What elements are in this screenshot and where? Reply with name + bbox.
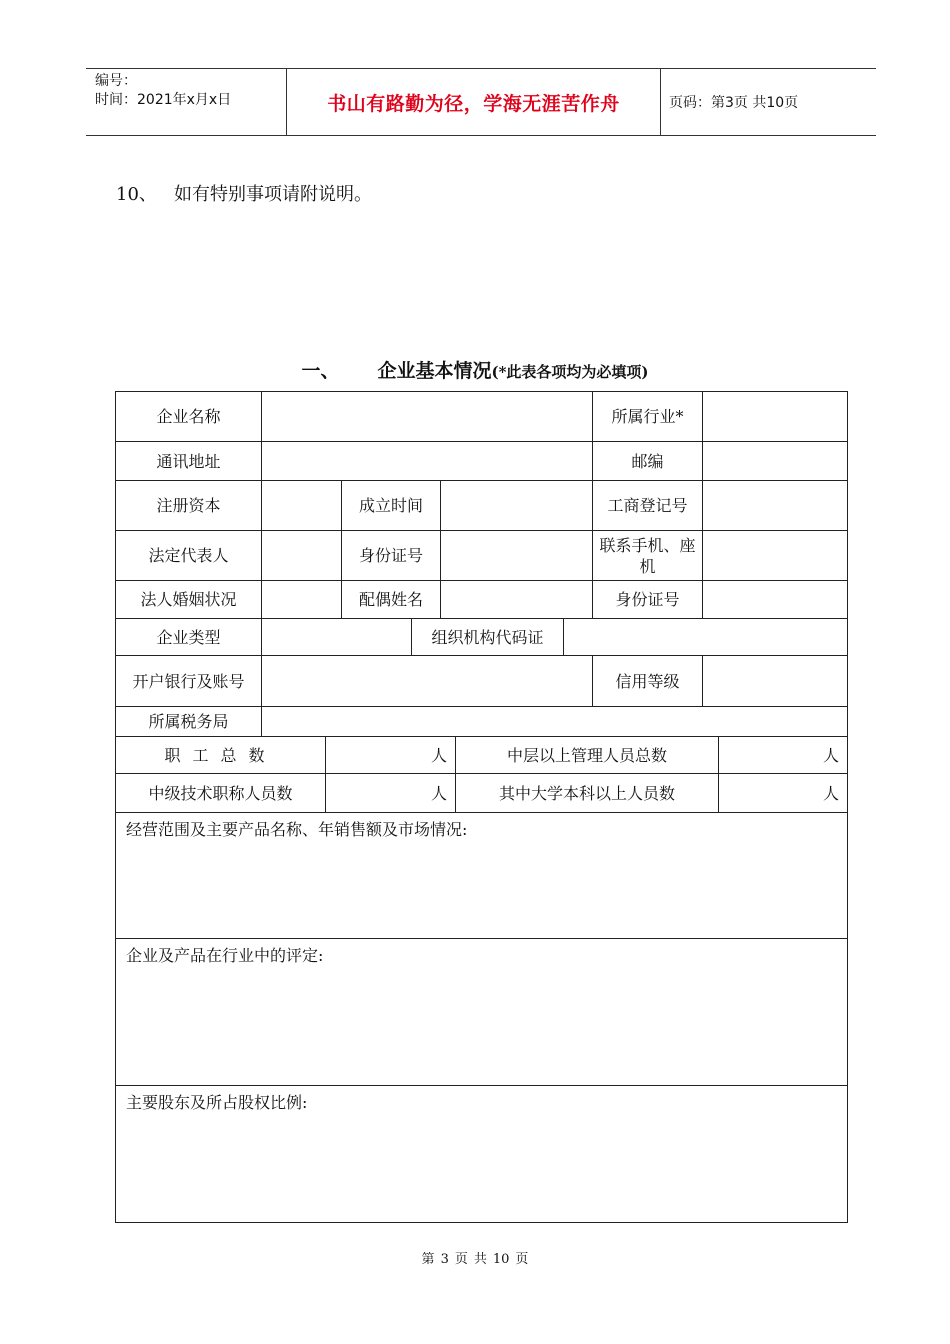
label-industry: 所属行业* <box>592 391 703 442</box>
label-shareholders: 主要股东及所占股权比例: <box>126 1093 308 1112</box>
header-meta <box>86 69 287 135</box>
input-id-no-2[interactable] <box>702 580 848 619</box>
footer-total-pages: 10 <box>492 1252 510 1267</box>
unit-person: 人 <box>822 783 839 803</box>
page-footer <box>0 1248 950 1267</box>
input-registered-capital[interactable] <box>261 480 342 531</box>
label-company-name: 企业名称 <box>115 391 262 442</box>
input-mid-mgmt[interactable] <box>718 736 848 774</box>
label-registered-capital: 注册资本 <box>115 480 262 531</box>
unit-person: 人 <box>430 745 447 765</box>
label-mid-mgmt: 中层以上管理人员总数 <box>455 736 719 774</box>
label-legal-rep: 法定代表人 <box>115 530 262 581</box>
input-contact-phone[interactable] <box>702 530 848 581</box>
input-marital-status[interactable] <box>261 580 342 619</box>
enterprise-info-table <box>115 391 848 1223</box>
footer-di: 第 <box>421 1252 435 1267</box>
special-note <box>116 180 372 206</box>
label-spouse-name: 配偶姓名 <box>341 580 441 619</box>
label-id-no: 身份证号 <box>341 530 441 581</box>
label-total-staff: 职工总数 <box>115 736 326 774</box>
section-title-text: 企业基本情况 <box>377 360 492 382</box>
label-address: 通讯地址 <box>115 441 262 481</box>
header-page-info: 页码：第3页 共10页 <box>669 95 799 111</box>
business-scope-field[interactable] <box>115 812 848 939</box>
input-industry[interactable] <box>702 391 848 442</box>
label-company-type: 企业类型 <box>115 618 262 656</box>
header-motto-box <box>287 69 661 135</box>
input-postcode[interactable] <box>702 441 848 481</box>
label-bachelor: 其中大学本科以上人员数 <box>455 773 719 813</box>
label-established: 成立时间 <box>341 480 441 531</box>
section-title <box>0 356 950 383</box>
input-established[interactable] <box>440 480 593 531</box>
input-total-staff[interactable] <box>325 736 456 774</box>
evaluation-field[interactable] <box>115 938 848 1086</box>
unit-person: 人 <box>822 745 839 765</box>
input-bachelor[interactable] <box>718 773 848 813</box>
label-evaluation: 企业及产品在行业中的评定: <box>126 946 324 965</box>
label-bank-account: 开户银行及账号 <box>115 655 262 707</box>
page-header <box>86 68 876 136</box>
label-tax-bureau: 所属税务局 <box>115 706 262 737</box>
label-mid-tech: 中级技术职称人员数 <box>115 773 326 813</box>
note-number: 10、 <box>116 184 157 205</box>
label-business-reg-no: 工商登记号 <box>592 480 703 531</box>
input-mid-tech[interactable] <box>325 773 456 813</box>
input-credit-rating[interactable] <box>702 655 848 707</box>
label-credit-rating: 信用等级 <box>592 655 703 707</box>
input-id-no[interactable] <box>440 530 593 581</box>
input-org-code[interactable] <box>563 618 848 656</box>
footer-page-number: 3 <box>440 1252 449 1267</box>
input-tax-bureau[interactable] <box>261 706 848 737</box>
time-label: 时间：2021年x月x日 <box>95 92 232 108</box>
input-spouse-name[interactable] <box>440 580 593 619</box>
label-contact-phone: 联系手机、座机 <box>592 530 703 581</box>
section-index: 一、 <box>301 360 340 382</box>
label-id-no-2: 身份证号 <box>592 580 703 619</box>
footer-ye-2: 页 <box>515 1252 529 1267</box>
input-bank-account[interactable] <box>261 655 593 707</box>
section-subtitle: (*此表各项均为必填项) <box>491 363 649 381</box>
label-postcode: 邮编 <box>592 441 703 481</box>
input-company-type[interactable] <box>261 618 412 656</box>
input-legal-rep[interactable] <box>261 530 342 581</box>
footer-gong: 共 <box>473 1252 487 1267</box>
label-org-code: 组织机构代码证 <box>411 618 564 656</box>
input-address[interactable] <box>261 441 593 481</box>
footer-ye: 页 <box>454 1252 468 1267</box>
input-company-name[interactable] <box>261 391 593 442</box>
label-marital-status: 法人婚姻状况 <box>115 580 262 619</box>
input-business-reg-no[interactable] <box>702 480 848 531</box>
unit-person: 人 <box>430 783 447 803</box>
header-motto: 书山有路勤为径，学海无涯苦作舟 <box>327 92 620 115</box>
note-text: 如有特别事项请附说明。 <box>174 184 372 205</box>
shareholders-field[interactable] <box>115 1085 848 1223</box>
number-label: 编号： <box>95 73 137 89</box>
label-business-scope: 经营范围及主要产品名称、年销售额及市场情况: <box>126 820 468 839</box>
